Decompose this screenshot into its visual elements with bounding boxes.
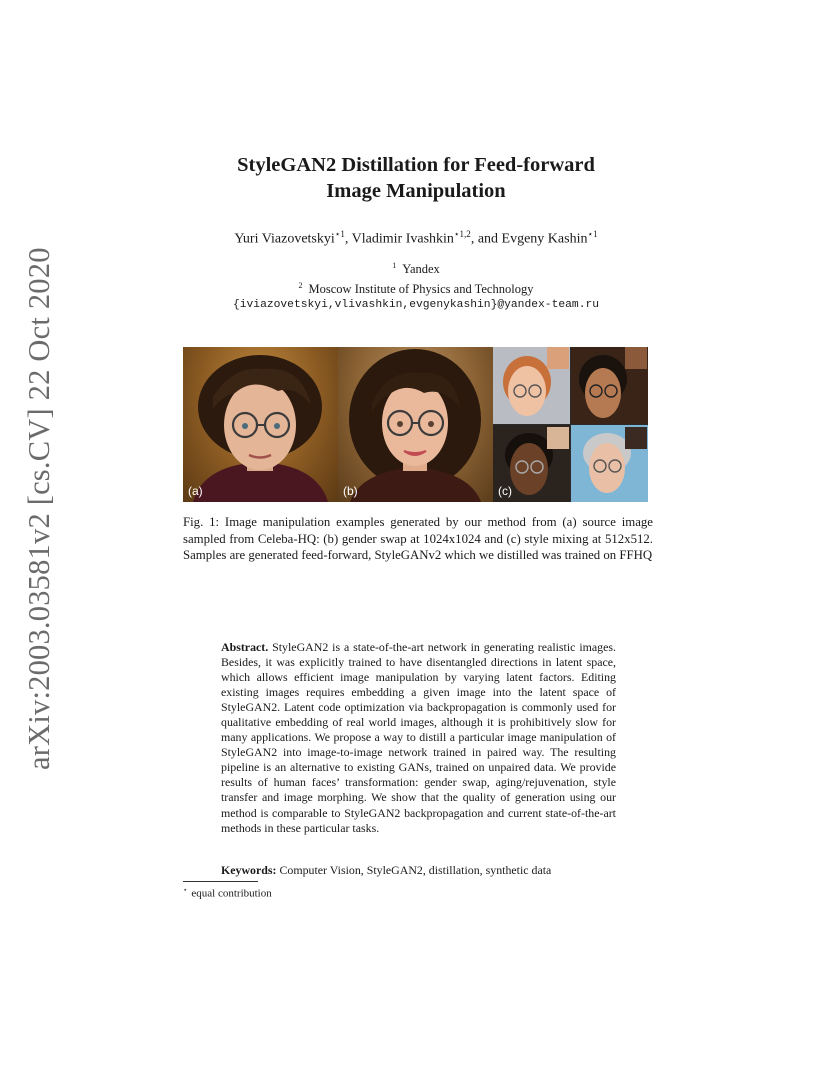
keywords-label: Keywords:	[221, 863, 277, 877]
panel-label-b: (b)	[343, 484, 358, 498]
keywords-text: Computer Vision, StyleGAN2, distillation, synthetic data	[276, 863, 552, 877]
figure-caption	[183, 514, 653, 564]
author-mark: ⋆1	[334, 229, 345, 239]
affiliation-number: 2	[298, 280, 303, 290]
caption-text: Image manipulation examples generated by our method from (a) source image sampled from Celeba-HQ: (b) gender swap at 1024x1024 and (c) style mixing at 512x512. Samples are generated feed-forward, StyleGANv2 which we distilled was trained on FFHQ	[183, 515, 653, 562]
panel-label-a: (a)	[188, 484, 203, 498]
author-name: Yuri Viazovetskyi	[234, 231, 335, 247]
arxiv-identifier: arXiv:2003.03581v2 [cs.CV] 22 Oct 2020	[22, 247, 56, 770]
abstract-text: StyleGAN2 is a state-of-the-art network in generating realistic images. Besides, it was explicitly trained to have disentangled directions in latent space, which allows efficient image manipulation by varying latent factors. Editing existing images requires embedding a given image into the latent space of StyleGAN2. Latent code optimization via backpropagation is commonly used for qualitative embedding of real world images, although it is prohibitively slow for many applications. We propose a way to distill a particular image manipulation of StyleGAN2 into image-to-image network trained in paired way. The resulting pipeline is an alternative to existing GANs, trained on unpaired data. We provide results of human faces’ transformation: gender swap, aging/rejuvenation, style transfer and image morphing. We show that the quality of generation using our method is comparable to StyleGAN2 backpropagation and current state-of-the-art methods in these particular tasks.	[221, 640, 616, 835]
author-list	[150, 229, 682, 248]
author-separator: , and	[470, 231, 502, 247]
figure-1	[183, 347, 648, 502]
author-mark: ⋆1,2	[453, 229, 471, 239]
author-separator: ,	[344, 231, 352, 247]
panel-label-c: (c)	[498, 484, 512, 498]
footnote-mark: ⋆	[183, 886, 188, 894]
abstract-label: Abstract.	[221, 640, 269, 654]
affiliation-1	[150, 258, 682, 278]
panel-gender-swap	[338, 347, 493, 502]
paper-title	[150, 152, 682, 204]
affiliations	[150, 258, 682, 314]
panel-style-mixing	[493, 347, 648, 502]
author-name: Evgeny Kashin	[501, 231, 588, 247]
footnote-divider	[183, 881, 258, 882]
author-mark: ⋆1	[587, 229, 598, 239]
source-face-illustration	[183, 347, 338, 502]
title-line-1: StyleGAN2 Distillation for Feed-forward	[237, 154, 595, 176]
caption-label: Fig. 1:	[183, 515, 220, 529]
footnote-text: equal contribution	[191, 887, 272, 900]
author-name: Vladimir Ivashkin	[351, 231, 454, 247]
author-emails: {iviazovetskyi,vlivashkin,evgenykashin}@yandex-team.ru	[232, 299, 600, 312]
footnote	[183, 886, 272, 900]
affiliation-text: Moscow Institute of Physics and Technology	[308, 281, 534, 296]
title-line-2: Image Manipulation	[326, 180, 506, 202]
panel-source-image	[183, 347, 338, 502]
style-mixing-grid-illustration	[493, 347, 648, 502]
gender-swap-face-illustration	[338, 347, 493, 502]
abstract	[221, 640, 616, 836]
keywords	[221, 863, 616, 878]
affiliation-number: 1	[392, 261, 397, 270]
affiliation-text: Yandex	[402, 262, 440, 277]
affiliation-2	[150, 278, 682, 298]
